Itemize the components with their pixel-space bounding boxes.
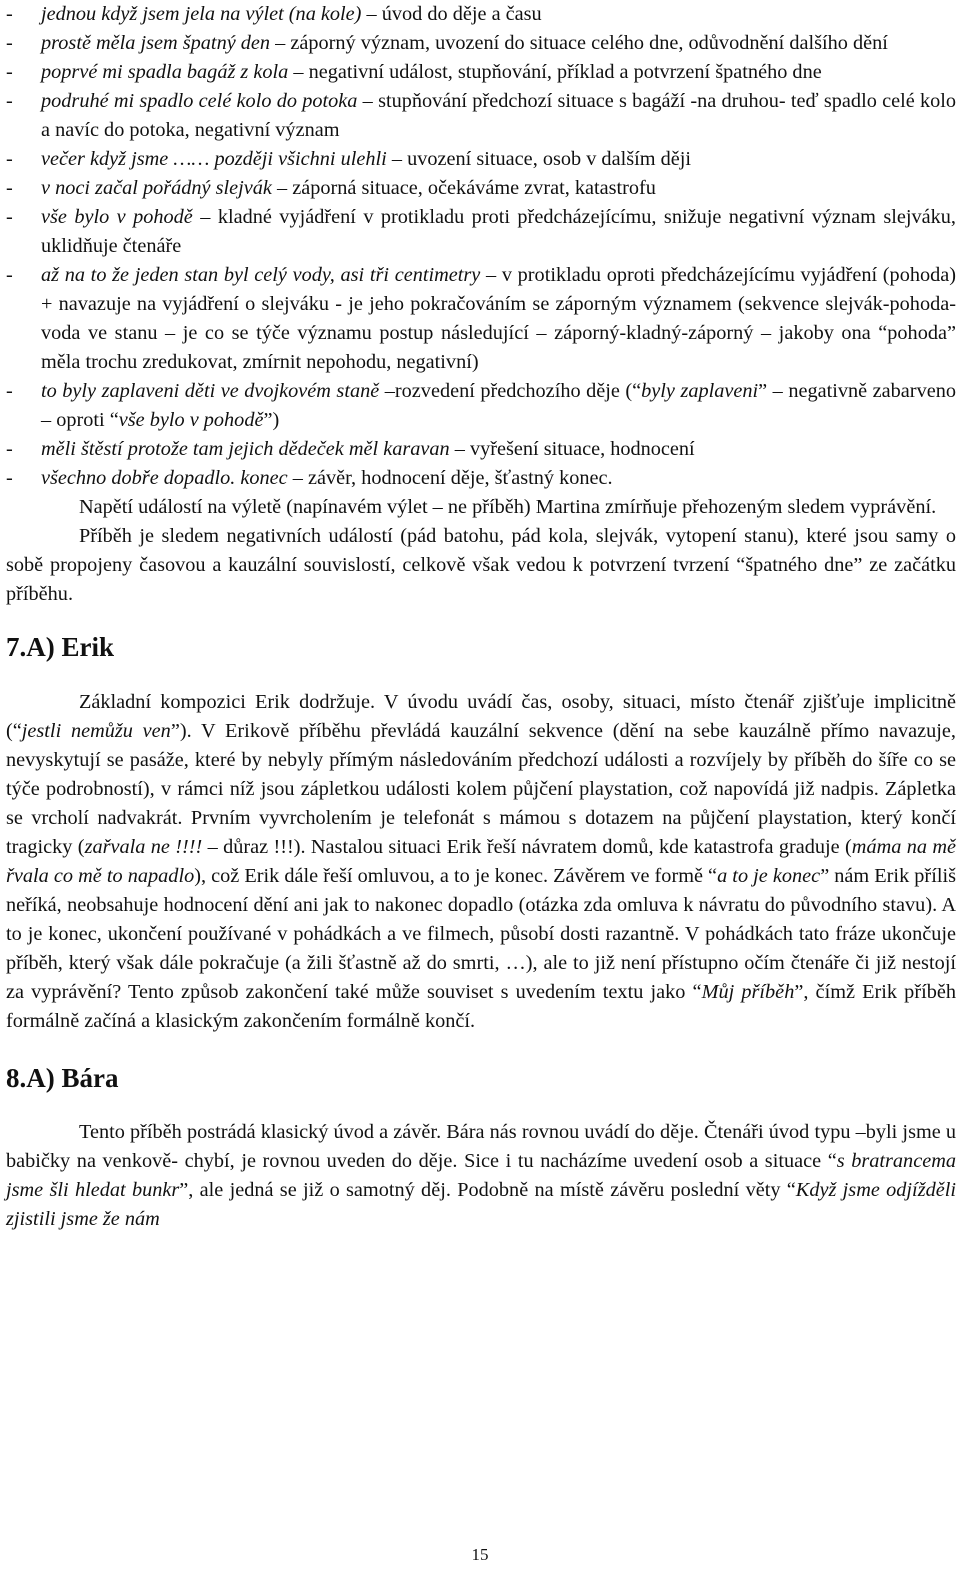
quote-text: měli štěstí protože tam jejich dědeček měl karavan [41,438,450,460]
quote-text: to byly zaplaveni děti ve dvojkovém staně [41,380,380,402]
commentary-text: ”) [263,409,280,431]
commentary-text: stupňování předchozí situace s bagáží -na druhou- teď spadlo celé kolo a navíc do potoka, negativní význam [41,90,957,141]
quote-text: máma na mě řvala co mě to napadlo [6,836,956,887]
dash: – [287,467,308,489]
quote-text: všechno dobře dopadlo. konec [41,467,288,489]
dash: – [449,438,470,460]
quote-text: poprvé mi spadla bagáž z kola [41,61,289,83]
page-content [6,0,956,1234]
list-item [6,58,956,87]
commentary-text: závěr, hodnocení děje, šťastný konec. [307,467,613,489]
dash: – [192,206,218,228]
quote-text: v noci začal pořádný slejvák [41,177,272,199]
paragraph-bara [6,1118,956,1234]
commentary-text: záporná situace, očekáváme zvrat, katastrofu [292,177,656,199]
body-text: ), což Erik dále řeší omluvou, a to je konec. Závěrem ve formě “ [194,865,718,887]
dash: – [361,3,382,25]
commentary-text: kladné vyjádření v protikladu proti předcházejícímu, snižuje negativní význam slejváku, uklidňuje čtenáře [41,206,956,257]
quote-text: jednou když jsem jela na výlet (na kole) [41,3,362,25]
commentary-text: rozvedení předchozího děje (“ [394,380,642,402]
quote-text: byly zaplaveni [641,380,759,402]
body-text: Tento příběh postrádá klasický úvod a závěr. Bára nás rovnou uvádí do děje. Čtenáři úvod typu –byli jsme u babičky na venkově- chybí, je rovnou uveden do děje. Sice i tu nacházíme uvedení osob a situace “ [6,1121,956,1172]
quote-text: s bratrancema jsme šli hledat bunkr [6,1150,956,1201]
commentary-text: v protikladu oproti předcházejícímu vyjádření (pohoda) + navazuje na vyjádření o slejváku - je jeho pokračováním se záporným významem (sekvence slejvák-pohoda-voda ve stanu – je co se týče významu postup následující – záporný-kladný-záporný – jakoby ona “pohoda” měla trochu zredukovat, zmírnit nepohodu, negativní) [41,264,957,373]
body-text: ”, čímž Erik příběh formálně začíná a klasickým zakončením formálně končí. [6,981,956,1032]
quote-text: vše bylo v pohodě [41,206,193,228]
dash: – [379,380,395,402]
list-item [6,0,956,29]
quote-text: Můj příběh [701,981,795,1003]
paragraph: Napětí událostí na výletě (napínavém výlet – ne příběh) Martina zmírňuje přehozeným sledem vyprávění. [79,496,937,518]
page-number: 15 [471,1545,489,1564]
dash: – [386,148,408,170]
list-item [6,261,956,377]
paragraph-erik [6,688,956,1036]
quote-text: prostě měla jsem špatný den [41,32,271,54]
section-heading-bara: 8.A) Bára [6,1063,119,1093]
section-heading-erik: 7.A) Erik [6,632,114,662]
commentary-text: negativní událost, stupňování, příklad a potvrzení špatného dne [308,61,822,83]
body-text: Základní kompozici Erik dodržuje. V úvodu uvádí čas, osoby, situaci, místo čtenář zjišťuje implicitně (“ [6,691,956,742]
quote-text: jestli nemůžu ven [21,720,171,742]
commentary-text: uvození situace, osob v dalším ději [407,148,691,170]
commentary-text: záporný význam, uvození do situace celého dne, odůvodnění dalšího dění [290,32,888,54]
quote-text: vše bylo v pohodě [118,409,264,431]
quote-text: podruhé mi spadlo celé kolo do potoka [41,90,358,112]
quote-text: a to je konec [717,865,821,887]
dash: – [288,61,309,83]
analysis-list [6,0,956,493]
list-item [6,464,956,493]
quote-text: večer když jsme …… později všichni ulehli [41,148,387,170]
body-text: – důraz !!!). Nastalou situaci Erik řeší návratem domů, kde katastrofa graduje ( [202,836,852,858]
dash: – [270,32,291,54]
list-item [6,435,956,464]
commentary-text: úvod do děje a času [381,3,542,25]
list-item [6,145,956,174]
list-item [6,174,956,203]
dash: – [357,90,379,112]
dash: – [480,264,502,286]
list-item [6,377,956,435]
list-item [6,29,956,58]
commentary-text: ” – negativně zabarveno – oproti “ [41,380,956,431]
quote-text: Když jsme odjížděli zjistili jsme že nám [6,1179,956,1230]
list-item [6,203,956,261]
commentary-text: vyřešení situace, hodnocení [469,438,695,460]
body-text: ”). V Erikově příběhu převládá kauzální sekvence (dění na sebe kauzálně přímo navazuje, nevyskytují se pasáže, které by nebyly přímým následováním předchozí události a rozvíjely by příběh do šíře co se týče podrobností), v rámci níž jsou zápletkou události kolem půjčení playstation, což napovídá již nadpis. Zápletka se vrcholí nadvakrát. Prvním vyvrcholením je telefonát s mámou s dotazem na půjčení playstation, který končí tragicky ( [6,720,956,858]
body-text: ”, ale jedná se již o samotný děj. Podobně na místě závěru poslední věty “ [179,1179,796,1201]
paragraph: Příběh je sledem negativních událostí (pád batohu, pád kola, slejvák, vytopení stanu), které jsou samy o sobě propojeny časovou a kauzální souvislostí, celkově však vedou k potvrzení tvrzení “špatného dne” ze začátku příběhu. [6,525,956,605]
quote-text: až na to že jeden stan byl celý vody, asi tři centimetry [41,264,481,286]
body-text: ” nám Erik příliš neříká, neobsahuje hodnocení dění ani jak to nakonec dopadlo (otázka zda omluva k návratu do původního stavu). A to je konec, ukončení používané v pohádkách a ve filmech, působí dosti razantně. V pohádkách tato fráze ukončuje příběh, který však dále pokračuje (a žili šťastně až do smrti, …), ale to již není přístupno očím čtenáře či již nestojí za vyprávění? Tento způsob zakončení také může souviset s uvedením textu jako “ [6,865,956,1003]
dash: – [271,177,293,199]
list-item [6,87,956,145]
quote-text: zařvala ne !!!! [84,836,203,858]
